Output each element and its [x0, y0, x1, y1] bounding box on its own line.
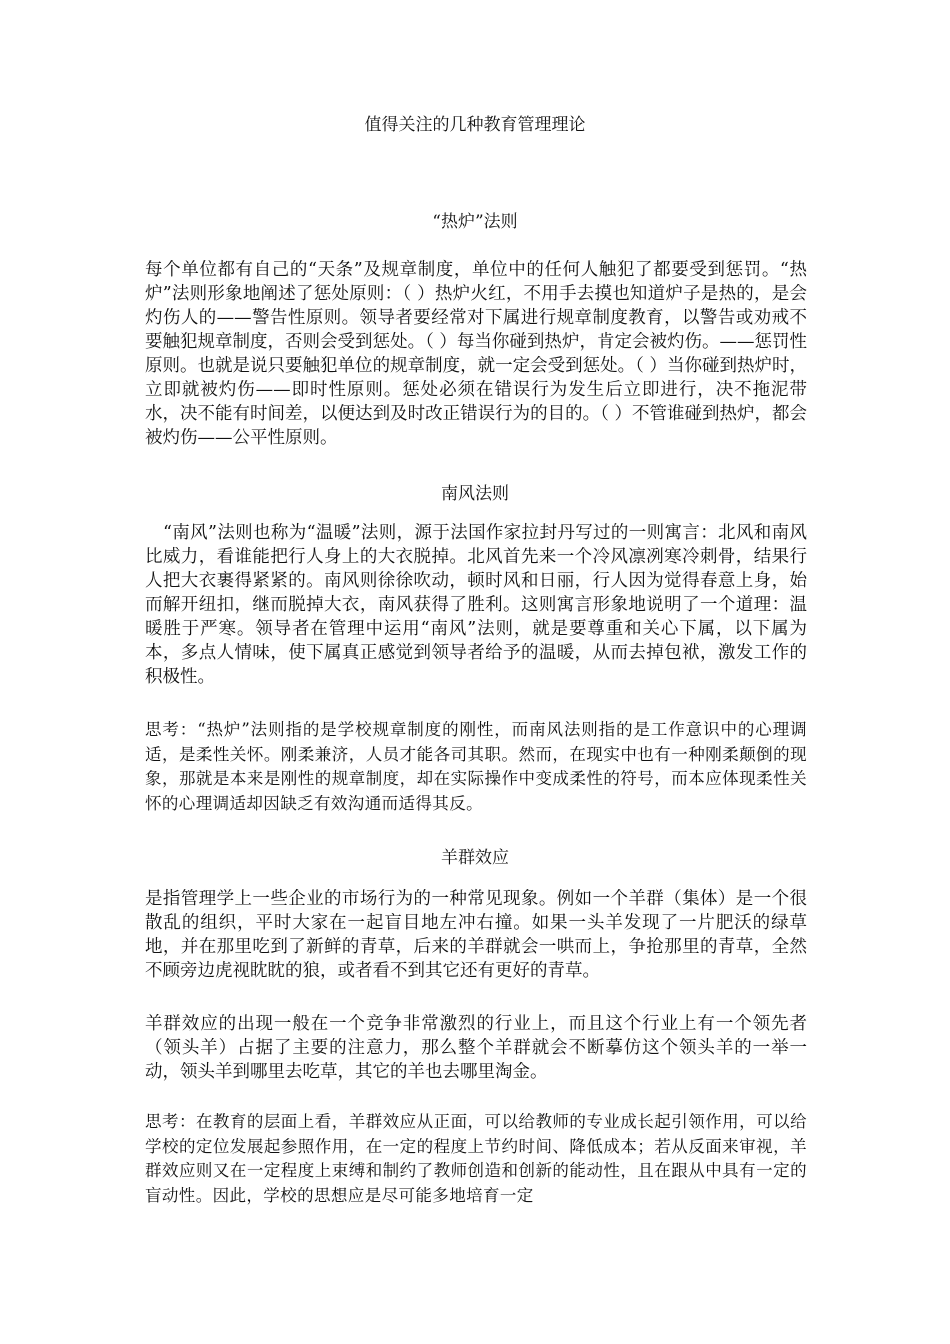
paragraph-reflection-herd-effect: 思考：在教育的层面上看，羊群效应从正面，可以给教师的专业成长起引领作用，可以给学校的定位发展起参照作用，在一定的程度上节约时间、降低成本；若从反面来审视，羊群效应则又在一定程度上束缚和制约了教师创造和创新的能动性，且在跟从中具有一定的盲动性。因此，学校的思想应是尽可能多地培育一定	[145, 1112, 807, 1205]
heading-herd-effect: 羊群效应	[441, 848, 509, 868]
heading-hot-stove-rule: “热炉”法则	[432, 212, 518, 232]
document-title: 值得关注的几种教育管理理论	[364, 115, 586, 135]
paragraph-hot-stove-rule: 每个单位都有自己的“天条”及规章制度，单位中的任何人触犯了都要受到惩罚。“热炉”法则形象地阐述了惩处原则：（ ）热炉火红，不用手去摸也知道炉子是热的，是会灼伤人的——警告性原则。领导者要经常对下属进行规章制度教育，以警告或劝戒不要触犯规章制度，否则会受到惩处。（ ）每当你碰到热炉，肯定会被灼伤。——惩罚性原则。也就是说只要触犯单位的规章制度，就一定会受到惩处。（ ）当你碰到热炉时，立即就被灼伤——即时性原则。惩处必须在错误行为发生后立即进行，决不拖泥带水，决不能有时间差，以便达到及时改正错误行为的目的。（ ）不管谁碰到热炉，都会被灼伤——公平性原则。	[145, 260, 807, 448]
paragraph-herd-effect-definition: 是指管理学上一些企业的市场行为的一种常见现象。例如一个羊群（集体）是一个很散乱的组织，平时大家在一起盲目地左冲右撞。如果一头羊发现了一片肥沃的绿草地，并在那里吃到了新鲜的青草，后来的羊群就会一哄而上，争抢那里的青草，全然不顾旁边虎视眈眈的狼，或者看不到其它还有更好的青草。	[145, 889, 807, 981]
paragraph-reflection-rules: 思考：“热炉”法则指的是学校规章制度的刚性，而南风法则指的是工作意识中的心理调适，是柔性关怀。刚柔兼济，人员才能各司其职。然而，在现实中也有一种刚柔颠倒的现象，那就是本来是刚性的规章制度，却在实际操作中变成柔性的符号，而本应体现柔性关怀的心理调适却因缺乏有效沟通而适得其反。	[145, 720, 807, 813]
heading-south-wind-rule: 南风法则	[441, 484, 509, 504]
paragraph-south-wind-rule: “南风”法则也称为“温暖”法则，源于法国作家拉封丹写过的一则寓言：北风和南风比威力，看谁能把行人身上的大衣脱掉。北风首先来一个冷风凛冽寒冷刺骨，结果行人把大衣裹得紧紧的。南风则徐徐吹动，顿时风和日丽，行人因为觉得春意上身，始而解开纽扣，继而脱掉大衣，南风获得了胜利。这则寓言形象地说明了一个道理：温暖胜于严寒。领导者在管理中运用“南风”法则，就是要尊重和关心下属，以下属为本，多点人情味，使下属真正感觉到领导者给予的温暖，从而去掉包袱，激发工作的积极性。	[145, 523, 807, 687]
paragraph-herd-effect-occurrence: 羊群效应的出现一般在一个竞争非常激烈的行业上，而且这个行业上有一个领先者（领头羊）占据了主要的注意力，那么整个羊群就会不断摹仿这个领头羊的一举一动，领头羊到哪里去吃草，其它的羊也去哪里淘金。	[145, 1014, 807, 1082]
